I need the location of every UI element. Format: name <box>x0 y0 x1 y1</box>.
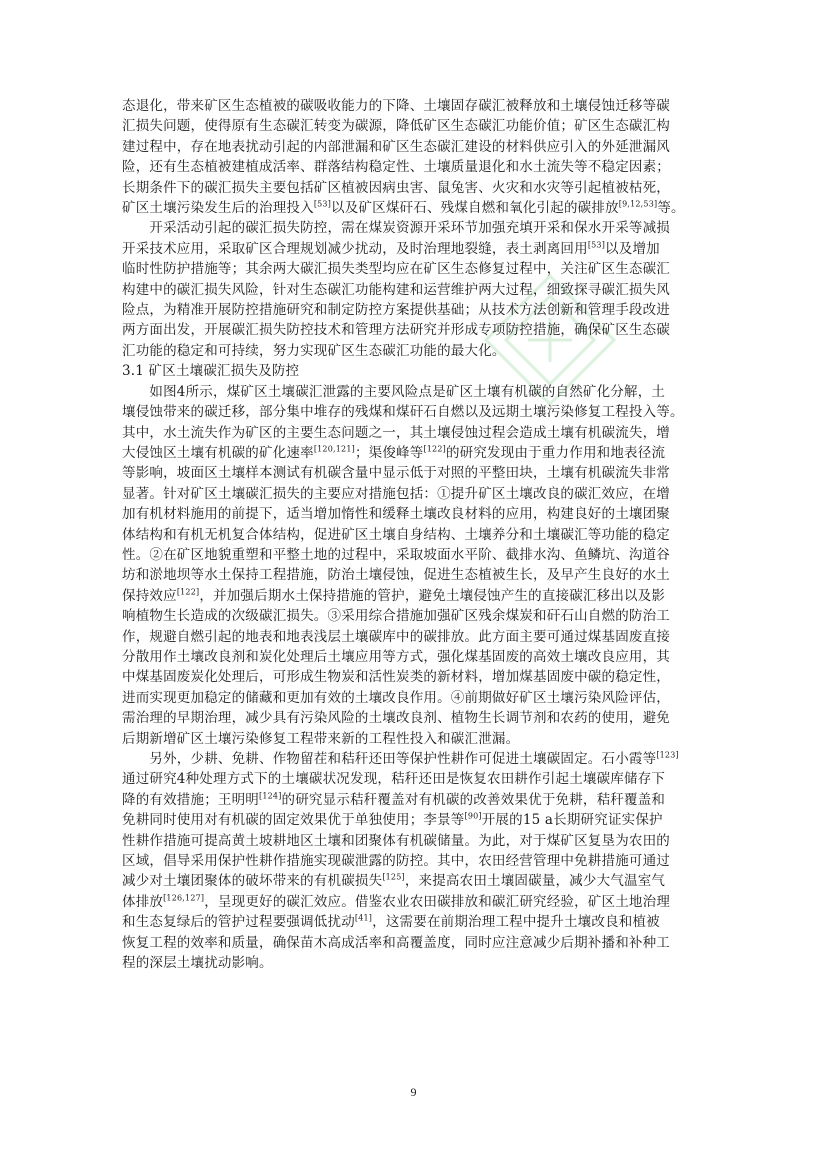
text-line: 险点，为精准开展防控措施研究和制定防控方案提供基础；从技术方法创新和管理手段改进 <box>122 302 670 319</box>
citation-marker: [123] <box>656 750 679 760</box>
citation-marker: [120,121] <box>313 444 355 454</box>
citation-marker: [124] <box>259 791 282 801</box>
text-line: 开采技术应用，采取矿区合理规划减少扰动，及时治理地裂缝，表土剥离回用[53]以及增加 <box>122 240 660 257</box>
citation-marker: [122] <box>423 444 446 454</box>
text-line: 后期新增矿区土壤污染修复工程带来新的工程性投入和碳汇泄漏。 <box>122 730 520 747</box>
body-text <box>122 96 708 973</box>
text-line: 保持效应[122]，并加强后期水土保持措施的管护，避免土壤侵蚀产生的直接碳汇移出以及影 <box>122 587 666 604</box>
section-heading <box>122 361 708 381</box>
text-line: 汇损失问题，使得原有生态碳汇转变为碳源，降低矿区生态碳汇功能价值；矿区生态碳汇构 <box>122 118 670 135</box>
text-line: 另外，少耕、免耕、作物留茬和秸秆还田等保护性耕作可促进土壤碳固定。石小霞等[123] <box>122 750 679 767</box>
text-line: 汇功能的稳定和可持续，努力实现矿区生态碳汇功能的最大化。 <box>122 342 506 359</box>
text-line: 和生态复绿后的管护过程要强调低扰动[41]，这需要在前期治理工程中提升土壤改良和植被 <box>122 913 660 931</box>
paragraph-4 <box>122 749 708 973</box>
text-line: 险，还有生态植被建植成活率、群落结构稳定性、土壤质量退化和水土流失等不稳定因素； <box>122 159 670 176</box>
citation-marker: [125] <box>382 872 405 882</box>
paragraph-3 <box>122 382 708 749</box>
text-line: 构建中的碳汇损失风险，针对生态碳汇功能构建和运营维护两大过程，细致探寻碳汇损失风 <box>122 281 670 298</box>
text-line: 大侵蚀区土壤有机碳的矿化速率[120,121]；渠俊峰等[122]的研究发现由于重力作用和地表径流 <box>122 444 666 461</box>
text-line: 免耕同时使用对有机碳的固定效果优于单独使用；李景等[90]开展的15 a长期研究证实保护 <box>122 811 663 829</box>
citation-marker: [9,12,53] <box>618 199 658 209</box>
text-line: 恢复工程的效率和质量，确保苗木高成活率和高覆盖度，同时应注意减少后期补播和补种工 <box>122 934 670 951</box>
citation-marker: [41] <box>354 913 373 923</box>
citation-marker: [90] <box>464 811 482 821</box>
text-line: 降的有效措施；王明明[124]的研究显示秸秆覆盖对有机碳的改善效果优于免耕，秸秆覆盖和 <box>122 791 666 808</box>
text-line: 响植物生长造成的次级碳汇损失。③采用综合措施加强矿区残余煤炭和矸石山自燃的防治工 <box>122 608 670 625</box>
text-line: 态退化，带来矿区生态植被的碳吸收能力的下降、土壤固存碳汇被释放和土壤侵蚀迁移等碳 <box>122 98 670 114</box>
citation-marker: [53] <box>587 240 606 250</box>
text-line: 减少对土壤团聚体的破坏带来的有机碳损失[125]，来提高农田土壤固碳量，减少大气温室气 <box>122 872 666 890</box>
text-line: 坊和淤地坝等水土保持工程措施，防治土壤侵蚀，促进生态植被生长，及早产生良好的水土 <box>122 567 670 584</box>
text-line: 程的深层土壤扰动影响。 <box>122 955 273 972</box>
text-line: 显著。针对矿区土壤碳汇损失的主要应对措施包括：①提升矿区土壤改良的碳汇效应，在增 <box>122 485 670 502</box>
text-line: 开采活动引起的碳汇损失防控，需在煤炭资源开采环节加强充填开采和保水开采等减损 <box>122 220 670 237</box>
text-line: 分散用作土壤改良剂和炭化处理后土壤应用等方式，强化煤基固废的高效土壤改良应用，其 <box>122 648 670 665</box>
text-line: 作，规避自燃引起的地表和地表浅层土壤碳库中的碳排放。此方面主要可通过煤基固废直接 <box>122 628 670 645</box>
text-line: 壤侵蚀带来的碳迁移，部分集中堆存的残煤和煤矸石自燃以及远期土壤污染修复工程投入等。 <box>122 404 684 421</box>
text-line: 加有机材料施用的前提下，适当增加惰性和缓释土壤改良材料的应用，构建良好的土壤团聚 <box>122 506 670 523</box>
text-line: 如图4所示，煤矿区土壤碳汇泄露的主要风险点是矿区土壤有机碳的自然矿化分解，土 <box>122 383 666 400</box>
paragraph-2 <box>122 218 708 361</box>
text-line: 临时性防护措施等；其余两大碳汇损失类型均应在矿区生态修复过程中，关注矿区生态碳汇 <box>122 261 670 278</box>
text-line: 性。②在矿区地貌重塑和平整土地的过程中，采取坡面水平阶、截排水沟、鱼鳞坑、沟道谷 <box>122 546 670 563</box>
text-line: 体排放[126,127]，呈现更好的碳汇效应。借鉴农业农田碳排放和碳汇研究经验，矿区土地治理 <box>122 893 671 910</box>
text-line: 其中，水土流失作为矿区的主要生态问题之一，其土壤侵蚀过程会造成土壤有机碳流失，增 <box>122 424 670 441</box>
paragraph-1 <box>122 96 708 218</box>
text-line: 区域，倡导采用保护性耕作措施实现碳泄露的防控。其中，农田经营管理中免耕措施可通过 <box>122 853 670 870</box>
text-line: 等影响，坡面区土壤样本测试有机碳含量中显示低于对照的平整田块，土壤有机碳流失非常 <box>122 465 670 482</box>
citation-marker: [122] <box>176 587 200 597</box>
text-line: 两方面出发，开展碳汇损失防控技术和管理方法研究并形成专项防控措施，确保矿区生态碳 <box>122 322 670 339</box>
citation-marker: [126,127] <box>163 893 205 903</box>
text-line: 长期条件下的碳汇损失主要包括矿区植被因病虫害、鼠兔害、火灾和水灾等引起植被枯死， <box>122 179 670 196</box>
page-number: 9 <box>410 1085 417 1099</box>
text-line: 矿区土壤污染发生后的治理投入[53]以及矿区煤矸石、残煤自燃和氧化引起的碳排放[9,12,53]等。 <box>122 199 685 217</box>
text-line: 建过程中，存在地表扰动引起的内部泄漏和矿区生态碳汇建设的材料供应引入的外延泄漏风 <box>122 138 670 155</box>
section-title: 3.1 矿区土壤碳汇损失及防控 <box>122 363 300 380</box>
citation-marker: [53] <box>313 199 332 209</box>
text-line: 需治理的早期治理，减少具有污染风险的土壤改良剂、植物生长调节剂和农药的使用，避免 <box>122 710 670 727</box>
text-line: 中煤基固废炭化处理后，可形成生物炭和活性炭类的新材料，增加煤基固废中碳的稳定性， <box>122 669 670 686</box>
text-line: 进而实现更加稳定的储藏和更加有效的土壤改良作用。④前期做好矿区土壤污染风险评估， <box>122 689 670 706</box>
text-line: 通过研究4种处理方式下的土壤碳状况发现，秸秆还田是恢复农田耕作引起土壤碳库储存下 <box>122 771 666 788</box>
text-line: 体结构和有机无机复合体结构，促进矿区土壤自身结构、土壤养分和土壤碳汇等功能的稳定 <box>122 526 670 543</box>
text-line: 性耕作措施可提高黄土坡耕地区土壤和团聚体有机碳储量。为此，对于煤矿区复垦为农田的 <box>122 832 670 849</box>
